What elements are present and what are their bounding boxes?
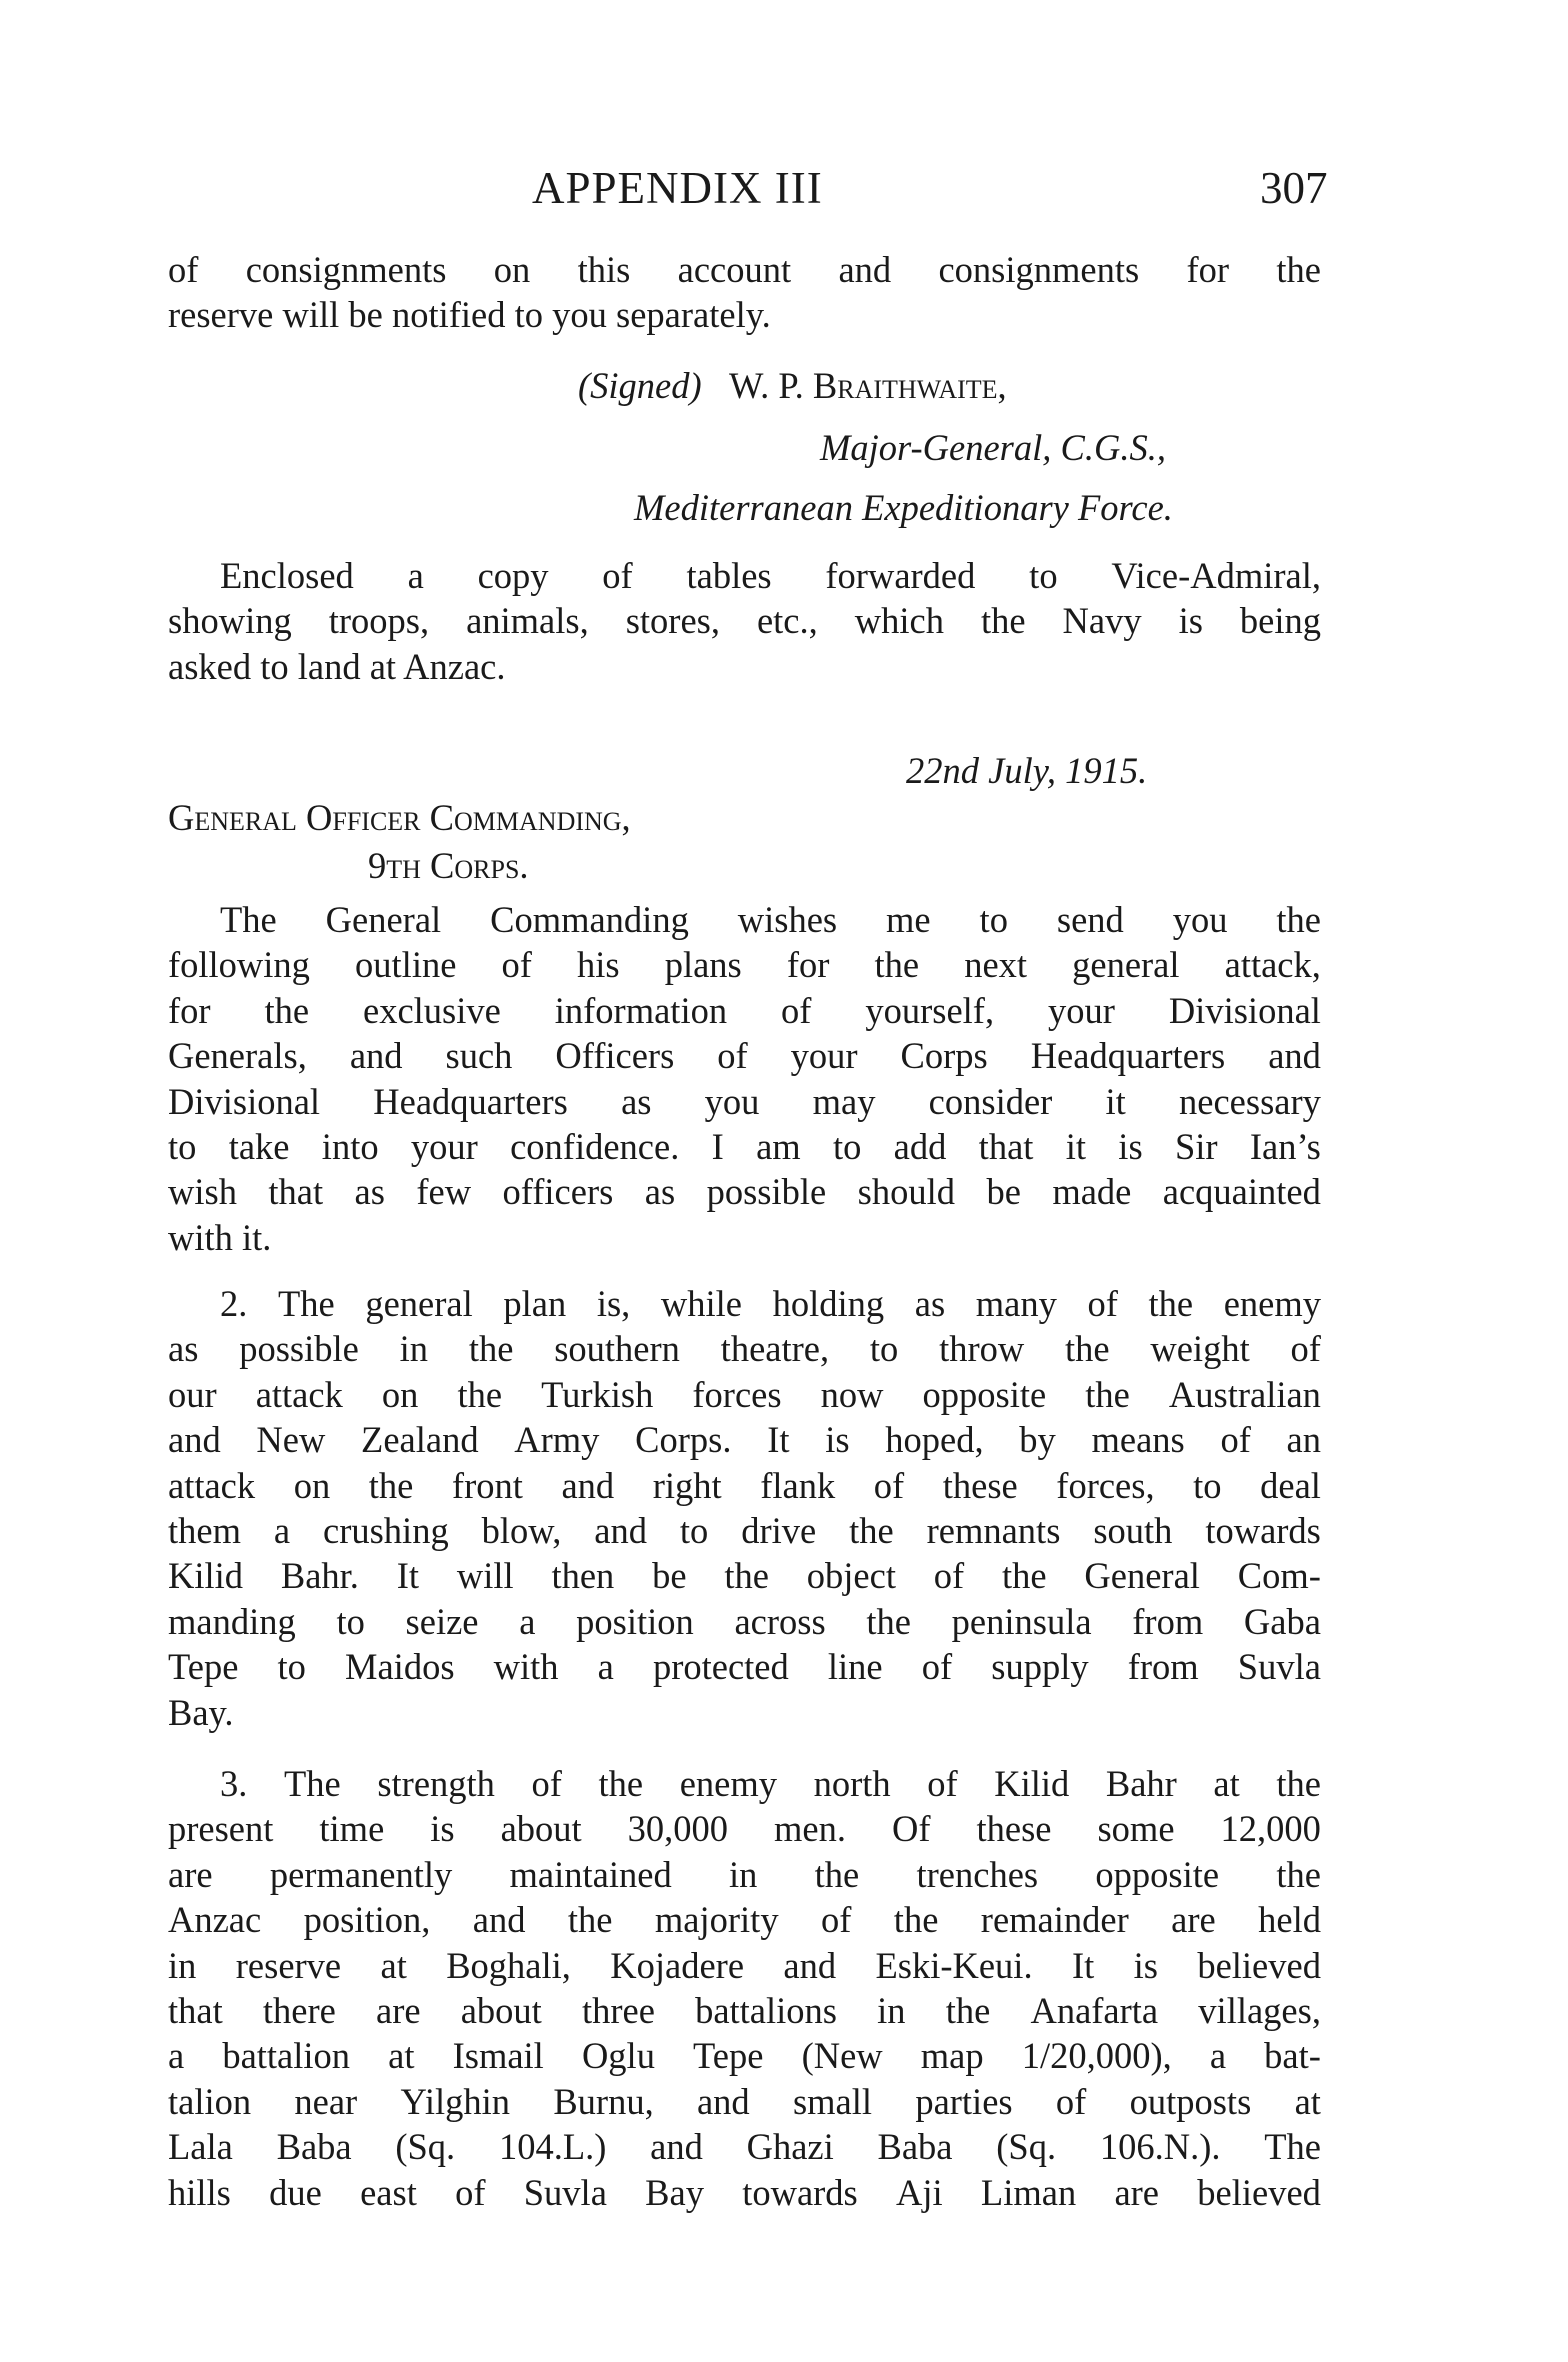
text-line: our attack on the Turkish forces now opposite the Australian (168, 1373, 1321, 1415)
text-line: Generals, and such Officers of your Corps Headquarters and (168, 1035, 1321, 1077)
text-line: a battalion at Ismail Oglu Tepe (New map 1/20,000), a bat- (168, 2035, 1321, 2077)
paragraph-2 (168, 1283, 1321, 1740)
text-line: Kilid Bahr. It will then be the object of the General Com- (168, 1555, 1321, 1597)
running-header-title: APPENDIX III (532, 163, 823, 213)
page-number: 307 (1260, 163, 1328, 213)
addressee-line-1: General Officer Commanding, (168, 797, 631, 838)
text-line: Anzac position, and the majority of the remainder are held (168, 1899, 1321, 1941)
text-line: showing troops, animals, stores, etc., which the Navy is being (168, 600, 1321, 642)
text-line: wish that as few officers as possible should be made acquainted (168, 1171, 1321, 1213)
text-line: 2. The general plan is, while holding as many of the enemy (220, 1283, 1321, 1324)
text-line: with it. (168, 1216, 272, 1258)
text-line: Tepe to Maidos with a protected line of supply from Suvla (168, 1646, 1321, 1688)
text-line: talion near Yilghin Burnu, and small parties of outposts at (168, 2080, 1321, 2122)
signatory-force: Mediterranean Expeditionary Force. (634, 487, 1173, 528)
text-line: Divisional Headquarters as you may consider it necessary (168, 1080, 1321, 1122)
signatory-name: W. P. Braithwaite, (729, 365, 1007, 406)
text-line: of consignments on this account and consignments for the (168, 249, 1321, 290)
text-line: following outline of his plans for the next general attack, (168, 944, 1321, 986)
paragraph-3 (168, 1763, 1321, 2220)
text-line: them a crushing blow, and to drive the remnants south towards (168, 1509, 1321, 1551)
text-line: that there are about three battalions in the Anafarta villages, (168, 1989, 1321, 2031)
paragraph-1 (168, 899, 1321, 1265)
enclosure-note (168, 555, 1321, 694)
text-line: to take into your confidence. I am to add that it is Sir Ian’s (168, 1125, 1321, 1167)
text-line: Enclosed a copy of tables forwarded to Vice-Admiral, (220, 555, 1321, 596)
text-line: asked to land at Anzac. (168, 645, 506, 687)
text-line: Lala Baba (Sq. 104.L.) and Ghazi Baba (Sq. 106.N.). The (168, 2126, 1321, 2168)
letter-date: 22nd July, 1915. (906, 750, 1148, 791)
addressee-line-2: 9th Corps. (368, 845, 529, 886)
text-line: hills due east of Suvla Bay towards Aji Liman are believed (168, 2171, 1321, 2213)
text-line: 3. The strength of the enemy north of Kilid Bahr at the (220, 1763, 1321, 1804)
text-line: are permanently maintained in the trenches opposite the (168, 1853, 1321, 1895)
text-line: attack on the front and right flank of these forces, to deal (168, 1464, 1321, 1506)
signed-label: (Signed) (578, 365, 702, 406)
text-line: present time is about 30,000 men. Of these some 12,000 (168, 1808, 1321, 1850)
text-line: as possible in the southern theatre, to throw the weight of (168, 1328, 1321, 1370)
text-line: for the exclusive information of yourself, your Divisional (168, 989, 1321, 1031)
signature-line (578, 365, 1007, 406)
text-line: The General Commanding wishes me to send you the (220, 899, 1321, 940)
text-line: reserve will be notified to you separately. (168, 294, 771, 336)
continuation-text (168, 249, 1321, 343)
text-line: in reserve at Boghali, Kojadere and Eski-Keui. It is believed (168, 1944, 1321, 1986)
text-line: manding to seize a position across the peninsula from Gaba (168, 1600, 1321, 1642)
signatory-rank: Major-General, C.G.S., (820, 427, 1166, 468)
text-line: Bay. (168, 1691, 234, 1733)
text-line: and New Zealand Army Corps. It is hoped, by means of an (168, 1419, 1321, 1461)
